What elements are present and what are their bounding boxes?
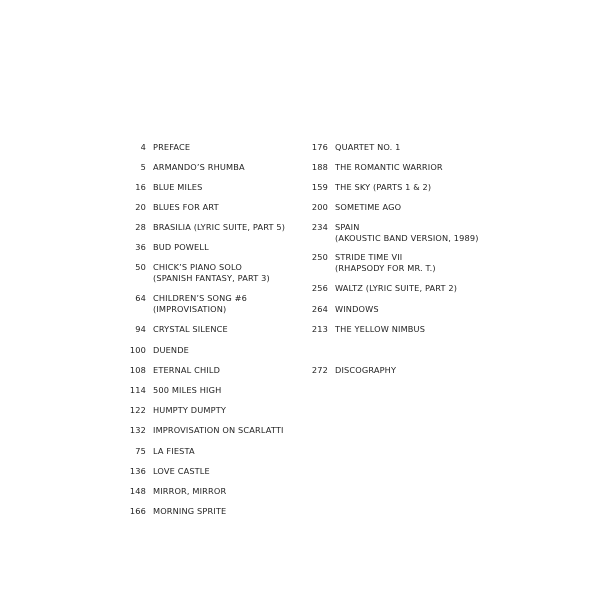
toc-entry	[300, 252, 436, 274]
toc-page-number: 166	[129, 506, 146, 516]
toc-page-number: 20	[135, 202, 146, 212]
toc-title: THE ROMANTIC WARRIOR	[335, 162, 443, 172]
toc-title: MORNING SPRITE	[153, 506, 227, 516]
toc-entry	[300, 304, 379, 315]
toc-entry	[118, 324, 228, 335]
toc-entry	[118, 162, 245, 173]
toc-title: THE SKY (PARTS 1 & 2)	[335, 182, 432, 192]
toc-page-number: 122	[129, 405, 146, 415]
toc-entry	[300, 365, 396, 376]
toc-title: SPAIN (AKOUSTIC BAND VERSION, 1989)	[335, 222, 479, 243]
toc-page-number: 264	[311, 304, 328, 314]
toc-entry	[300, 222, 479, 244]
toc-page-number: 100	[129, 345, 146, 355]
toc-page-number: 50	[135, 262, 146, 272]
toc-title: 500 MILES HIGH	[153, 385, 222, 395]
toc-page-number: 108	[129, 365, 146, 375]
toc-page-number: 272	[311, 365, 328, 375]
toc-page-number: 213	[311, 324, 328, 334]
toc-entry	[118, 242, 209, 253]
toc-title: DUENDE	[153, 345, 189, 355]
toc-page-number: 148	[129, 486, 146, 496]
toc-title: WALTZ (LYRIC SUITE, PART 2)	[335, 283, 458, 293]
toc-entry	[118, 385, 221, 396]
toc-title: IMPROVISATION ON SCARLATTI	[153, 425, 284, 435]
toc-title: ARMANDO’S RHUMBA	[153, 162, 245, 172]
toc-title: CHICK’S PIANO SOLO (SPANISH FANTASY, PART 3)	[153, 262, 270, 283]
toc-page-number: 75	[135, 446, 146, 456]
toc-page-number: 36	[135, 242, 146, 252]
toc-page-number: 4	[140, 142, 146, 152]
toc-page-number: 136	[129, 466, 146, 476]
toc-title: BLUE MILES	[153, 182, 203, 192]
toc-title: BLUES FOR ART	[153, 202, 219, 212]
toc-title: LA FIESTA	[153, 446, 195, 456]
toc-entry	[118, 142, 190, 153]
toc-title: BRASILIA (LYRIC SUITE, PART 5)	[153, 222, 286, 232]
toc-title: SOMETIME AGO	[335, 202, 402, 212]
toc-title: BUD POWELL	[153, 242, 209, 252]
toc-title: CHILDREN’S SONG #6 (IMPROVISATION)	[153, 293, 248, 314]
toc-page-number: 159	[311, 182, 328, 192]
toc-entry	[118, 425, 284, 436]
toc-page-number: 132	[129, 425, 146, 435]
toc-title: DISCOGRAPHY	[335, 365, 397, 375]
toc-page-number: 28	[135, 222, 146, 232]
toc-entry	[300, 182, 431, 193]
toc-title: MIRROR, MIRROR	[153, 486, 227, 496]
toc-title: LOVE CASTLE	[153, 466, 210, 476]
toc-entry	[118, 293, 247, 315]
toc-entry	[118, 486, 226, 497]
toc-entry	[118, 506, 226, 517]
toc-title: CRYSTAL SILENCE	[153, 324, 228, 334]
toc-entry	[300, 283, 457, 294]
toc-page-number: 64	[135, 293, 146, 303]
toc-entry	[118, 365, 220, 376]
toc-page-number: 234	[311, 222, 328, 232]
toc-entry	[118, 262, 270, 284]
toc-entry	[118, 466, 210, 477]
toc-title: HUMPTY DUMPTY	[153, 405, 227, 415]
toc-page-number: 256	[311, 283, 328, 293]
toc-entry	[118, 182, 202, 193]
toc-entry	[118, 202, 219, 213]
toc-entry	[300, 324, 425, 335]
toc-entry	[118, 345, 189, 356]
toc-page-number: 114	[129, 385, 146, 395]
toc-entry	[118, 405, 226, 416]
toc-title: STRIDE TIME VII (RHAPSODY FOR MR. T.)	[335, 252, 436, 273]
toc-title: THE YELLOW NIMBUS	[335, 324, 426, 334]
toc-page-number: 176	[311, 142, 328, 152]
toc-page-number: 200	[311, 202, 328, 212]
toc-page-number: 16	[135, 182, 146, 192]
toc-title: PREFACE	[153, 142, 191, 152]
toc-page-number: 94	[135, 324, 146, 334]
toc-page-number: 5	[140, 162, 146, 172]
toc-title: WINDOWS	[335, 304, 379, 314]
toc-entry	[300, 162, 443, 173]
toc-title: ETERNAL CHILD	[153, 365, 221, 375]
toc-page-number: 188	[311, 162, 328, 172]
toc-entry	[300, 202, 401, 213]
toc-page-number: 250	[311, 252, 328, 262]
toc-title: QUARTET NO. 1	[335, 142, 401, 152]
toc-entry	[118, 446, 195, 457]
toc-entry	[300, 142, 401, 153]
toc-entry	[118, 222, 285, 233]
